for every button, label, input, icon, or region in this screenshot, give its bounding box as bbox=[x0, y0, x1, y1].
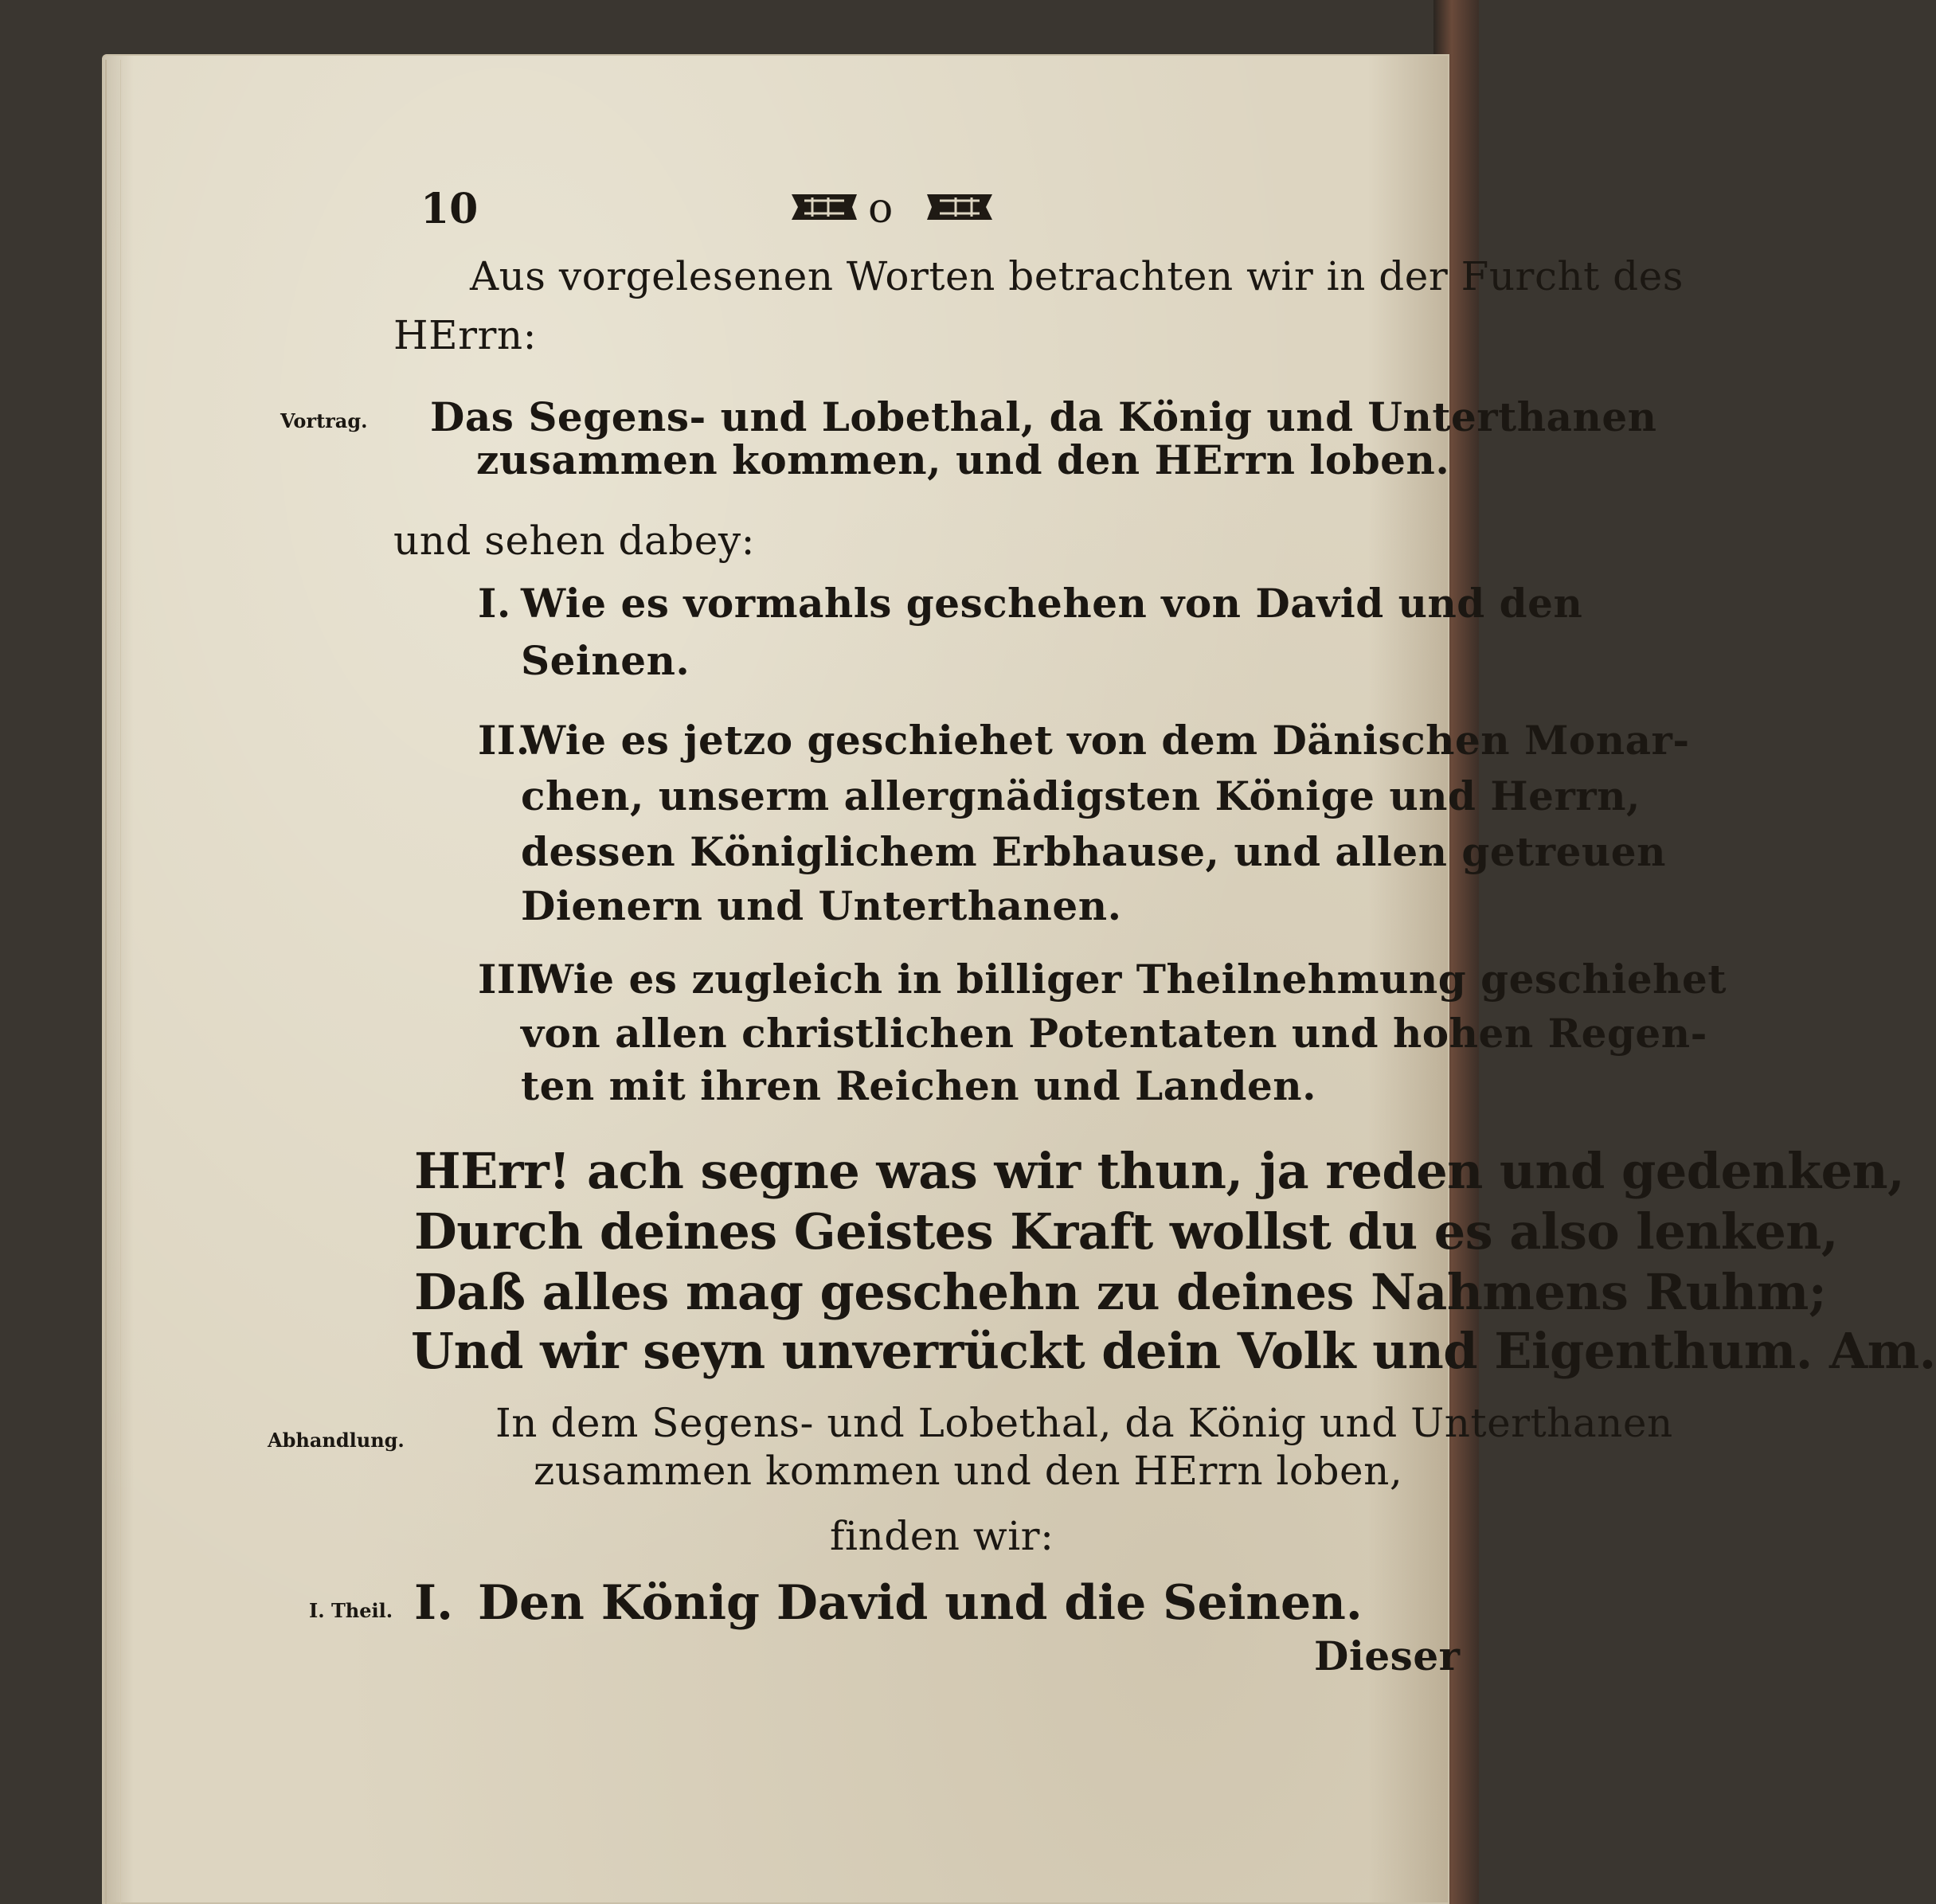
point-2-line-4: Dienern und Unterthanen. bbox=[521, 882, 1122, 929]
point-3-number: III. bbox=[478, 956, 550, 1003]
theme-line-2: zusammen kommen, und den HErrn loben. bbox=[476, 436, 1450, 483]
part-title: Den König David und die Seinen. bbox=[478, 1575, 1363, 1631]
theme-line-1: Das Segens- und Lobethal, da König und Unterthanen bbox=[430, 393, 1657, 440]
verse-line-1: HErr! ach segne was wir thun, ja reden und gedenken, bbox=[414, 1142, 1905, 1200]
finden-wir: finden wir: bbox=[830, 1513, 1054, 1559]
point-3-line-3: ten mit ihren Reichen und Landen. bbox=[521, 1062, 1317, 1109]
intro-line-2: HErrn: bbox=[393, 312, 537, 358]
margin-note-theil: I. Theil. bbox=[309, 1599, 393, 1622]
point-2-number: II. bbox=[478, 717, 530, 764]
point-1-line-1: Wie es vormahls geschehen von David und den bbox=[521, 580, 1583, 627]
margin-note-vortrag: Vortrag. bbox=[280, 409, 368, 432]
catchword: Dieser bbox=[1314, 1632, 1461, 1679]
treatise-line-2: zusammen kommen und den HErrn loben, bbox=[534, 1448, 1403, 1494]
point-2-line-2: chen, unserm allergnädigsten Könige und Herrn, bbox=[521, 772, 1641, 819]
verse-line-3: Daß alles mag geschehn zu deines Nahmens Ruhm; bbox=[414, 1263, 1827, 1321]
page-stack-edge bbox=[105, 60, 121, 1904]
page-number: 10 bbox=[420, 185, 479, 233]
point-1-number: I. bbox=[478, 580, 511, 627]
point-3-line-2: von allen christlichen Potentaten und hohen Regen- bbox=[521, 1010, 1707, 1057]
point-2-line-1: Wie es jetzo geschiehet von dem Dänischen Monar- bbox=[521, 717, 1690, 764]
point-2-line-3: dessen Königlichem Erbhause, und allen getreuen bbox=[521, 828, 1666, 875]
point-3-line-1: Wie es zugleich in billiger Theilnehmung geschiehet bbox=[529, 956, 1727, 1003]
verse-line-2: Durch deines Geistes Kraft wollst du es also lenken, bbox=[414, 1202, 1838, 1261]
verse-line-4: Und wir seyn unverrückt dein Volk und Eigenthum. Am. bbox=[411, 1322, 1936, 1380]
treatise-line-1: In dem Segens- und Lobethal, da König und Unterthanen bbox=[495, 1400, 1673, 1446]
intro-line-1: Aus vorgelesenen Worten betrachten wir in der Furcht des bbox=[470, 253, 1684, 299]
right-ornament-icon bbox=[924, 190, 995, 225]
und-sehen-dabey: und sehen dabey: bbox=[393, 518, 755, 564]
part-number: I. bbox=[414, 1575, 453, 1631]
margin-note-abhandlung: Abhandlung. bbox=[268, 1429, 405, 1452]
header-ornament-center: o bbox=[868, 185, 894, 233]
point-1-line-2: Seinen. bbox=[521, 637, 690, 684]
left-ornament-icon bbox=[788, 190, 860, 225]
